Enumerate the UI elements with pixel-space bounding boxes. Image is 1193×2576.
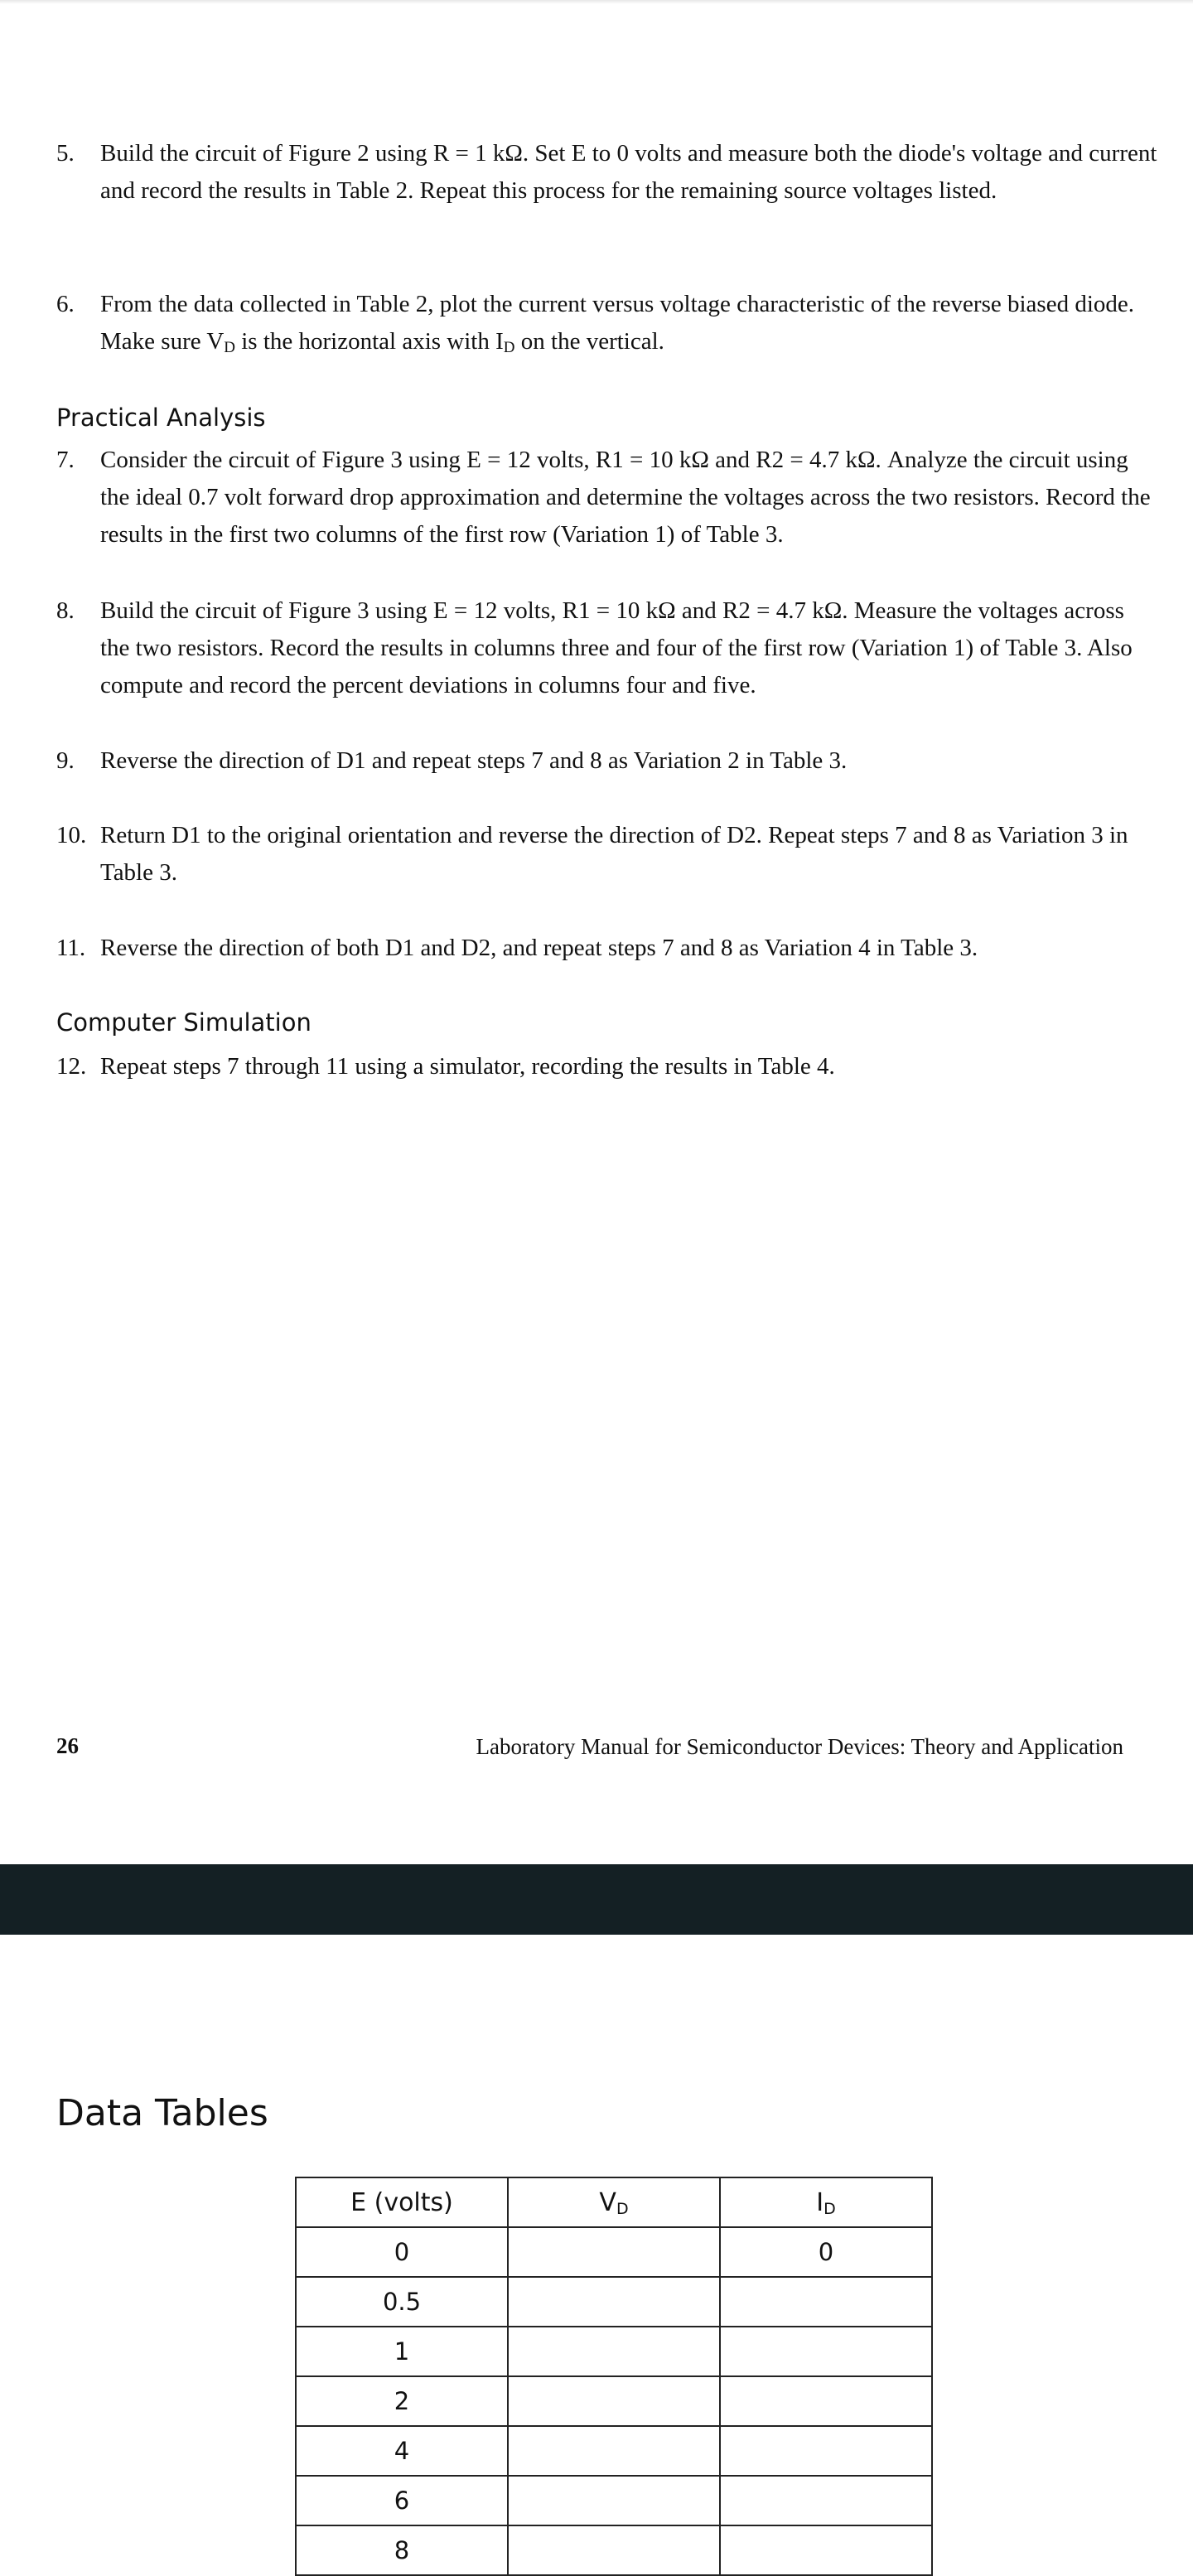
header-vd-main: V (599, 2187, 616, 2217)
step-text: Build the circuit of Figure 3 using E = 12 volts, R1 = 10 kΩ and R2 = 4.7 kΩ. Measure the voltages across the two resistors. Record the results in columns three and four of the first row (Variation 1) of Table 3. Also compute and record the percent deviations in columns four and five. (100, 597, 1133, 698)
cell-vd[interactable] (508, 2227, 720, 2277)
table-header-row (296, 2177, 932, 2227)
cell-vd[interactable] (508, 2525, 720, 2575)
page-separator (0, 1864, 1193, 1935)
cell-e: 8 (296, 2525, 508, 2575)
table-row (296, 2376, 932, 2426)
header-id (720, 2177, 932, 2227)
procedure-step-5 (56, 135, 1158, 210)
page-number: 26 (56, 1733, 79, 1758)
cell-vd[interactable] (508, 2277, 720, 2327)
step-number: 8. (56, 597, 75, 624)
cell-e: 2 (296, 2376, 508, 2426)
cell-e: 0 (296, 2227, 508, 2277)
header-id-subscript: D (824, 2199, 836, 2218)
data-tables-heading: Data Tables (56, 2092, 268, 2134)
step-text: Repeat steps 7 through 11 using a simulator, recording the results in Table 4. (100, 1053, 835, 1080)
cell-vd[interactable] (508, 2476, 720, 2525)
header-vd-subscript: D (616, 2199, 629, 2218)
cell-id[interactable]: 0 (720, 2227, 932, 2277)
cell-vd[interactable] (508, 2376, 720, 2426)
procedure-step-7 (56, 442, 1158, 553)
cell-id[interactable] (720, 2327, 932, 2376)
step-number: 7. (56, 447, 75, 473)
step-number: 9. (56, 747, 75, 774)
cell-id[interactable] (720, 2426, 932, 2476)
section-heading-practical-analysis: Practical Analysis (56, 404, 266, 432)
subscript: D (503, 339, 515, 356)
procedure-step-11 (56, 930, 1158, 967)
header-vd (508, 2177, 720, 2227)
cell-vd[interactable] (508, 2426, 720, 2476)
table-row (296, 2476, 932, 2525)
procedure-step-12 (56, 1048, 1158, 1085)
document-page-data-tables (0, 1935, 1193, 2564)
procedure-step-8 (56, 592, 1158, 704)
cell-e: 0.5 (296, 2277, 508, 2327)
step-number: 5. (56, 140, 75, 167)
step-text (100, 286, 1158, 360)
header-id-main: I (816, 2187, 824, 2217)
step-text-part: on the vertical. (514, 328, 664, 355)
table-row (296, 2227, 932, 2277)
cell-e: 6 (296, 2476, 508, 2525)
table-row (296, 2277, 932, 2327)
header-e-volts: E (volts) (296, 2177, 508, 2227)
footer-book-title: Laboratory Manual for Semiconductor Devices: Theory and Application (476, 1734, 1123, 1759)
procedure-step-10 (56, 817, 1158, 892)
step-text: Reverse the direction of D1 and repeat steps 7 and 8 as Variation 2 in Table 3. (100, 747, 848, 774)
step-text-part: From the data collected in Table 2, plot the current versus voltage characteristic of the reverse biased diode. Make sure V (100, 291, 1134, 355)
step-number: 10. (56, 822, 87, 848)
procedure-step-6 (56, 286, 1158, 360)
step-number: 11. (56, 935, 86, 961)
cell-id[interactable] (720, 2277, 932, 2327)
step-text: Build the circuit of Figure 2 using R = 1 kΩ. Set E to 0 volts and measure both the diode's voltage and current and record the results in Table 2. Repeat this process for the remaining source voltages listed. (100, 140, 1157, 204)
step-number: 6. (56, 291, 75, 317)
procedure-step-9 (56, 742, 1158, 780)
cell-e: 1 (296, 2327, 508, 2376)
cell-id[interactable] (720, 2525, 932, 2575)
subscript: D (224, 339, 235, 356)
table-row (296, 2327, 932, 2376)
table-2 (295, 2177, 933, 2576)
cell-vd[interactable] (508, 2327, 720, 2376)
table-row (296, 2525, 932, 2575)
section-heading-computer-simulation: Computer Simulation (56, 1008, 312, 1037)
step-text: Consider the circuit of Figure 3 using E = 12 volts, R1 = 10 kΩ and R2 = 4.7 kΩ. Analyze the circuit using the ideal 0.7 volt forward drop approximation and determine the voltages across the two resistors. Record the results in the first two columns of the first row (Variation 1) of Table 3. (100, 447, 1151, 548)
step-text-part: is the horizontal axis with I (235, 328, 504, 355)
step-number: 12. (56, 1053, 87, 1080)
step-text: Return D1 to the original orientation and reverse the direction of D2. Repeat steps 7 and 8 as Variation 3 in Table 3. (100, 822, 1128, 886)
cell-id[interactable] (720, 2476, 932, 2525)
cell-id[interactable] (720, 2376, 932, 2426)
step-text: Reverse the direction of both D1 and D2, and repeat steps 7 and 8 as Variation 4 in Table 3. (100, 935, 978, 961)
cell-e: 4 (296, 2426, 508, 2476)
table-row (296, 2426, 932, 2476)
